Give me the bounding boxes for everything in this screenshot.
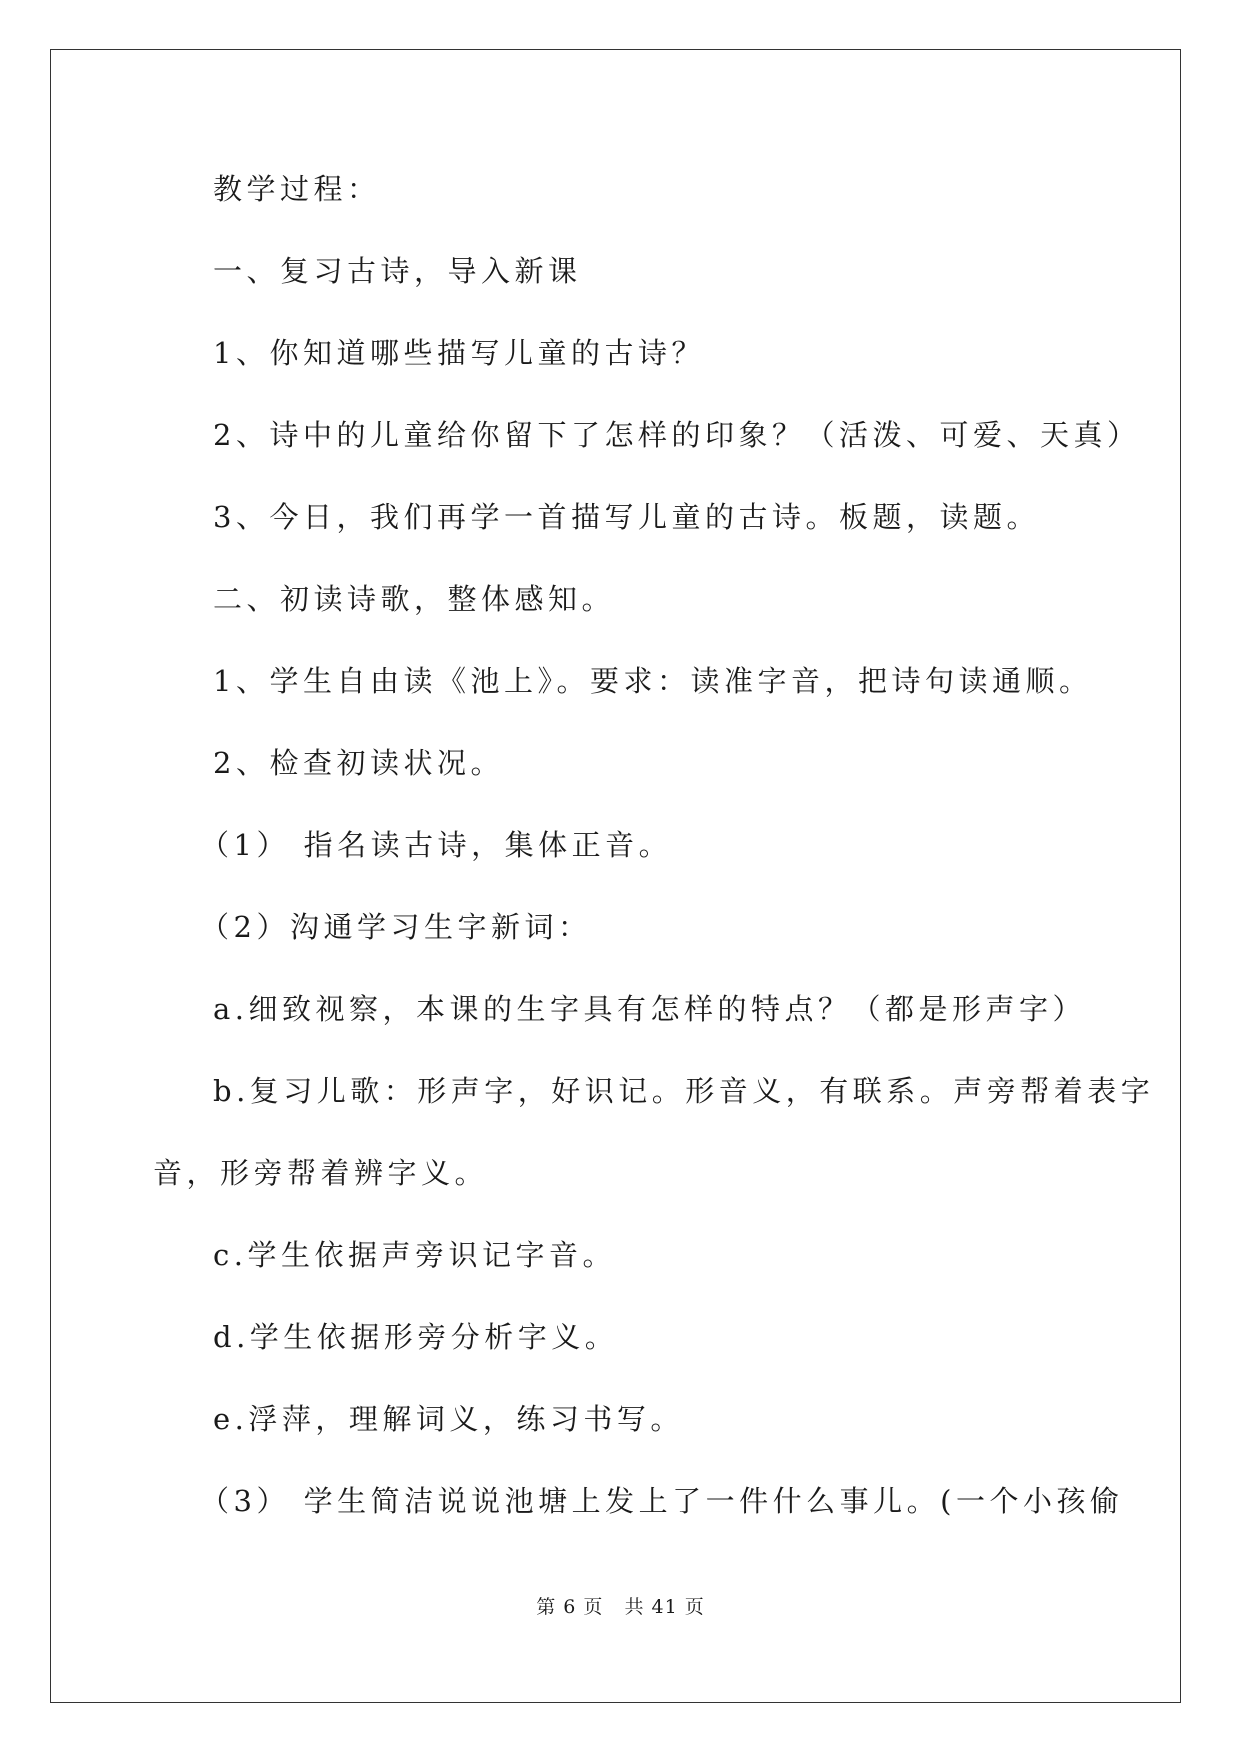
section-heading-review: 一、复习古诗，导入新课 — [213, 254, 582, 288]
paragraph: 3、今日，我们再学一首描写儿童的古诗。板题，读题。 — [213, 500, 1040, 534]
paragraph: b.复习儿歌：形声字，好识记。形音义，有联系。声旁帮着表字 — [213, 1074, 1155, 1108]
page-number: 第 6 页 共 41 页 — [536, 1596, 705, 1618]
paragraph: （3） 学生简洁说说池塘上发上了一件什么事儿。(一个小孩偷 — [200, 1484, 1124, 1518]
page-border — [50, 49, 1181, 1703]
section-heading-first-reading: 二、初读诗歌，整体感知。 — [213, 582, 616, 616]
paragraph: 2、检查初读状况。 — [213, 746, 504, 780]
paragraph: （2）沟通学习生字新词： — [200, 910, 592, 944]
paragraph: 1、你知道哪些描写儿童的古诗？ — [213, 336, 705, 370]
paragraph: c.学生依据声旁识记字音。 — [213, 1238, 616, 1272]
paragraph: 2、诗中的儿童给你留下了怎样的印象？（活泼、可爱、天真） — [213, 418, 1141, 452]
paragraph: a.细致视察，本课的生字具有怎样的特点？（都是形声字） — [213, 992, 1087, 1026]
section-heading-process: 教学过程： — [213, 172, 381, 206]
paragraph: 1、学生自由读《池上》。要求：读准字音，把诗句读通顺。 — [213, 664, 1093, 698]
paragraph: （1） 指名读古诗，集体正音。 — [200, 828, 673, 862]
paragraph-continuation: 音，形旁帮着辨字义。 — [153, 1156, 489, 1190]
paragraph: d.学生依据形旁分析字义。 — [213, 1320, 619, 1354]
paragraph: e.浮萍，理解词义，练习书写。 — [213, 1402, 684, 1436]
